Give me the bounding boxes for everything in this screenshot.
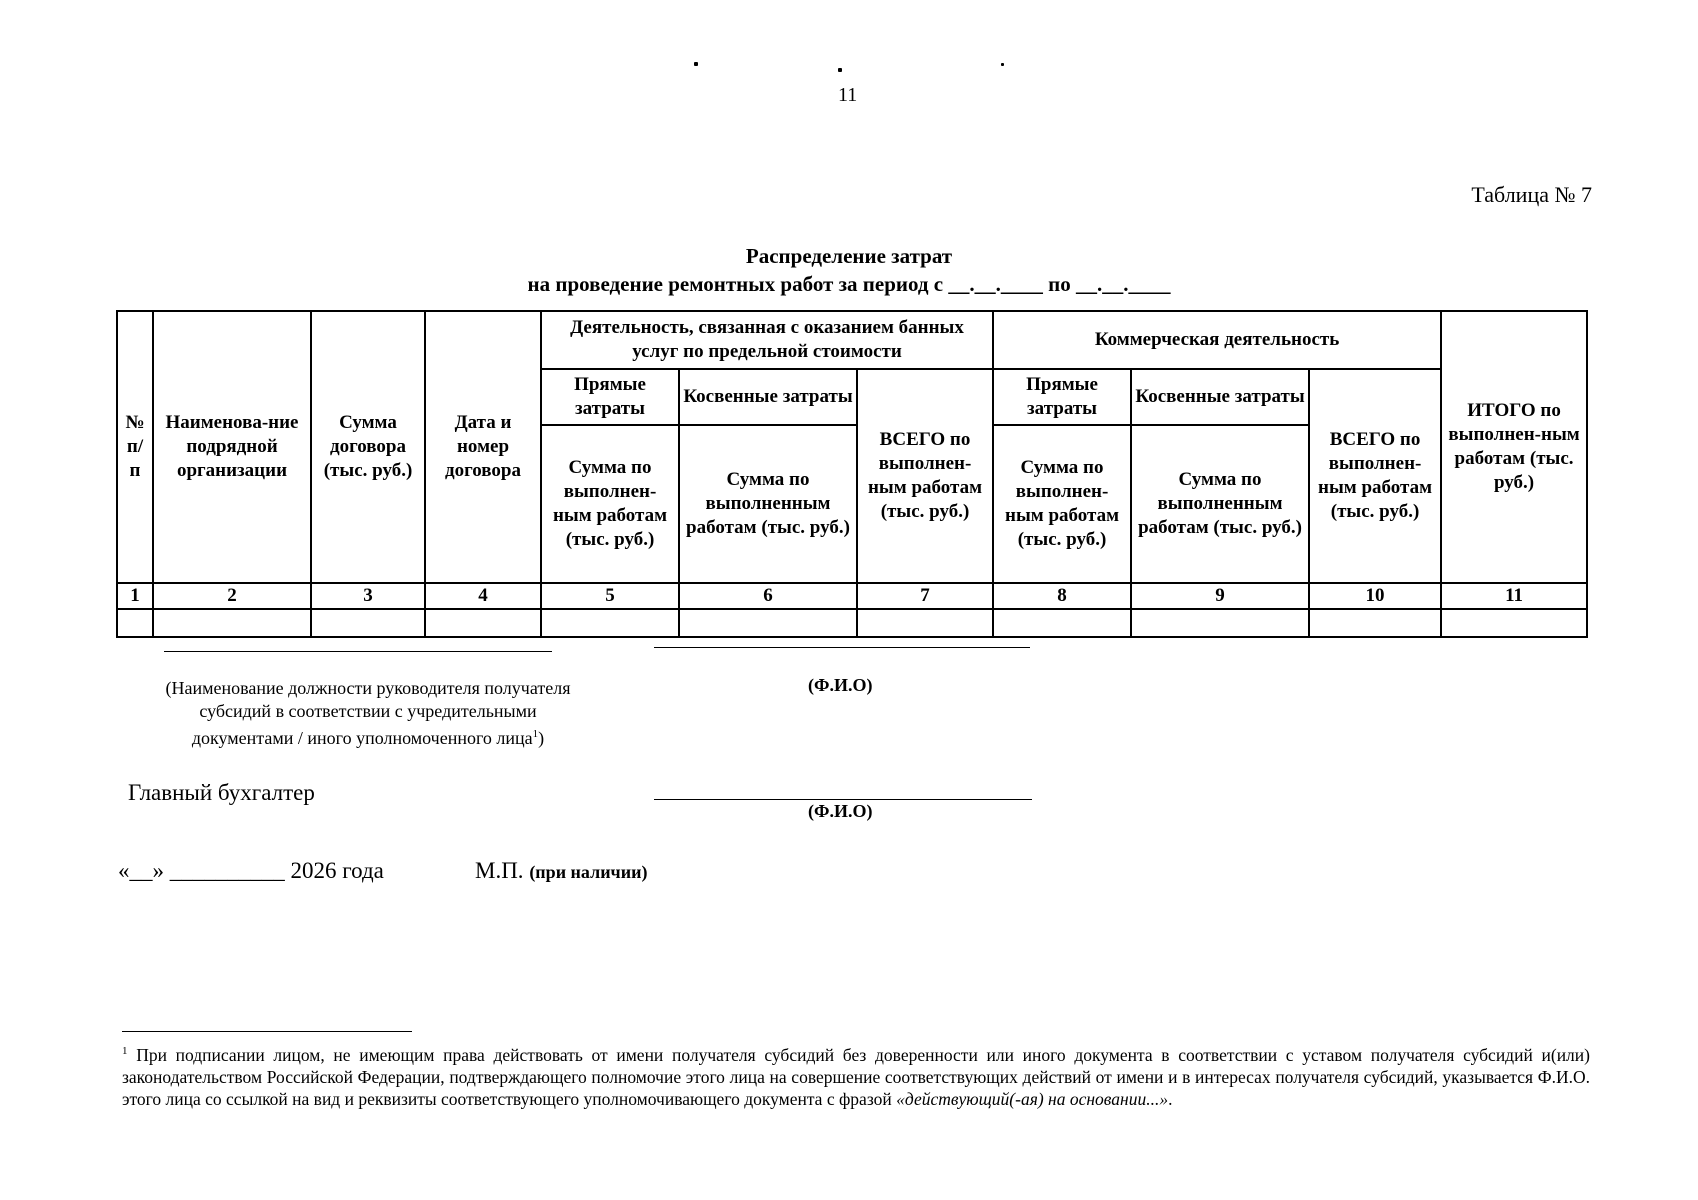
table-cell[interactable] bbox=[541, 609, 679, 637]
column-number: 3 bbox=[311, 583, 425, 609]
header-contract-sum: Сумма договора (тыс. руб.) bbox=[311, 311, 425, 583]
chief-accountant-label: Главный бухгалтер bbox=[128, 780, 315, 805]
position-caption: (Наименование должности руководителя получателя субсидий в соответствии с учредительными документами / иного уполномоченного лица$^1$) bbox=[165, 678, 571, 748]
table-cell[interactable] bbox=[1441, 609, 1587, 637]
title-line-2: на проведение ремонтных работ за период с __.__.____ по __.__.____ bbox=[527, 272, 1171, 296]
column-number: 1 bbox=[117, 583, 153, 609]
header-comm-direct-sum: Сумма по выполнен-ным работам (тыс. руб.) bbox=[993, 425, 1131, 583]
footnote: $^1$ При подписании лицом, не имеющим права действовать от имени получателя субсидий без доверенности или иного документа в соответствии с уставом получателя субсидий и(или) законодательством Российской Федерации, подтверждающего полномочие этого лица на совершение соответствующих действий от имени и в интересах получателя субсидий, указывается Ф.И.О. этого лица со ссылкой на вид и реквизиты соответствующего уполномочивающего документа с фразой «действующий(-ая) на основании...». bbox=[122, 1044, 1590, 1109]
table-cell[interactable] bbox=[153, 609, 311, 637]
cost-distribution-table bbox=[116, 310, 1588, 638]
fio-caption-2: (Ф.И.О) bbox=[808, 801, 873, 821]
position-signature-line[interactable] bbox=[164, 651, 552, 652]
header-contract-date: Дата и номер договора bbox=[425, 311, 541, 583]
footnote-quote: «действующий(-ая) на основании...» bbox=[896, 1088, 1169, 1109]
column-number: 7 bbox=[857, 583, 993, 609]
table-cell[interactable] bbox=[311, 609, 425, 637]
footnote-text: При подписании лицом, не имеющим права действовать от имени получателя субсидий без доверенности или иного документа в соответствии с уставом получателя субсидий и(или) законодательством Российской Федерации, подтверждающего полномочие этого лица на совершение соответствующих действий от имени и в интересах получателя субсидий, указывается Ф.И.О. этого лица со ссылкой на вид и реквизиты соответствующего уполномочивающего документа с фразой bbox=[122, 1044, 1590, 1109]
footnote-marker: 1 bbox=[122, 1045, 128, 1057]
column-number: 6 bbox=[679, 583, 857, 609]
fio-signature-line-1[interactable] bbox=[654, 647, 1030, 648]
stamp-note: (при наличии) bbox=[529, 862, 648, 882]
table-cell[interactable] bbox=[1131, 609, 1309, 637]
table-label: Таблица № 7 bbox=[1471, 182, 1592, 207]
table-cell[interactable] bbox=[117, 609, 153, 637]
header-bath-direct-sum: Сумма по выполнен-ным работам (тыс. руб.) bbox=[541, 425, 679, 583]
table-cell[interactable] bbox=[679, 609, 857, 637]
header-comm-indirect-sum: Сумма по выполненным работам (тыс. руб.) bbox=[1131, 425, 1309, 583]
title-line-1: Распределение затрат bbox=[745, 244, 953, 268]
header-bath-indirect: Косвенные затраты bbox=[679, 369, 857, 425]
table-row bbox=[117, 609, 1587, 637]
table-cell[interactable] bbox=[993, 609, 1131, 637]
column-number: 4 bbox=[425, 583, 541, 609]
header-bath-total: ВСЕГО по выполнен-ным работам (тыс. руб.) bbox=[857, 369, 993, 583]
stamp-label: М.П. (при наличии) bbox=[475, 858, 648, 883]
table-cell[interactable] bbox=[1309, 609, 1441, 637]
header-no: № п/ п bbox=[117, 311, 153, 583]
header-bath-direct: Прямые затраты bbox=[541, 369, 679, 425]
header-group-commercial: Коммерческая деятельность bbox=[993, 311, 1441, 369]
header-bath-indirect-sum: Сумма по выполненным работам (тыс. руб.) bbox=[679, 425, 857, 583]
column-number: 10 bbox=[1309, 583, 1441, 609]
document-title bbox=[0, 242, 1698, 298]
scan-dot bbox=[1001, 63, 1004, 66]
date-line bbox=[118, 858, 384, 884]
table-cell[interactable] bbox=[425, 609, 541, 637]
fio-signature-line-2[interactable] bbox=[654, 799, 1032, 800]
page-number: 11 bbox=[838, 84, 858, 106]
column-number: 11 bbox=[1441, 583, 1587, 609]
header-contractor-name: Наименова-ние подрядной организации bbox=[153, 311, 311, 583]
scan-dot bbox=[694, 62, 698, 66]
date-blank[interactable]: «__» __________ bbox=[118, 858, 291, 883]
table-cell[interactable] bbox=[857, 609, 993, 637]
header-group-bath: Деятельность, связанная с оказанием банных услуг по предельной стоимости bbox=[541, 311, 993, 369]
header-comm-total: ВСЕГО по выполнен-ным работам (тыс. руб.) bbox=[1309, 369, 1441, 583]
fio-caption-1: (Ф.И.О) bbox=[808, 675, 873, 695]
scan-dot bbox=[838, 68, 842, 72]
header-itogo: ИТОГО по выполнен-ным работам (тыс. руб.) bbox=[1441, 311, 1587, 583]
footnote-rule bbox=[122, 1031, 412, 1032]
header-comm-direct: Прямые затраты bbox=[993, 369, 1131, 425]
header-comm-indirect: Косвенные затраты bbox=[1131, 369, 1309, 425]
column-number: 8 bbox=[993, 583, 1131, 609]
date-year: 2026 года bbox=[290, 858, 384, 883]
column-number: 9 bbox=[1131, 583, 1309, 609]
column-number: 5 bbox=[541, 583, 679, 609]
column-number: 2 bbox=[153, 583, 311, 609]
